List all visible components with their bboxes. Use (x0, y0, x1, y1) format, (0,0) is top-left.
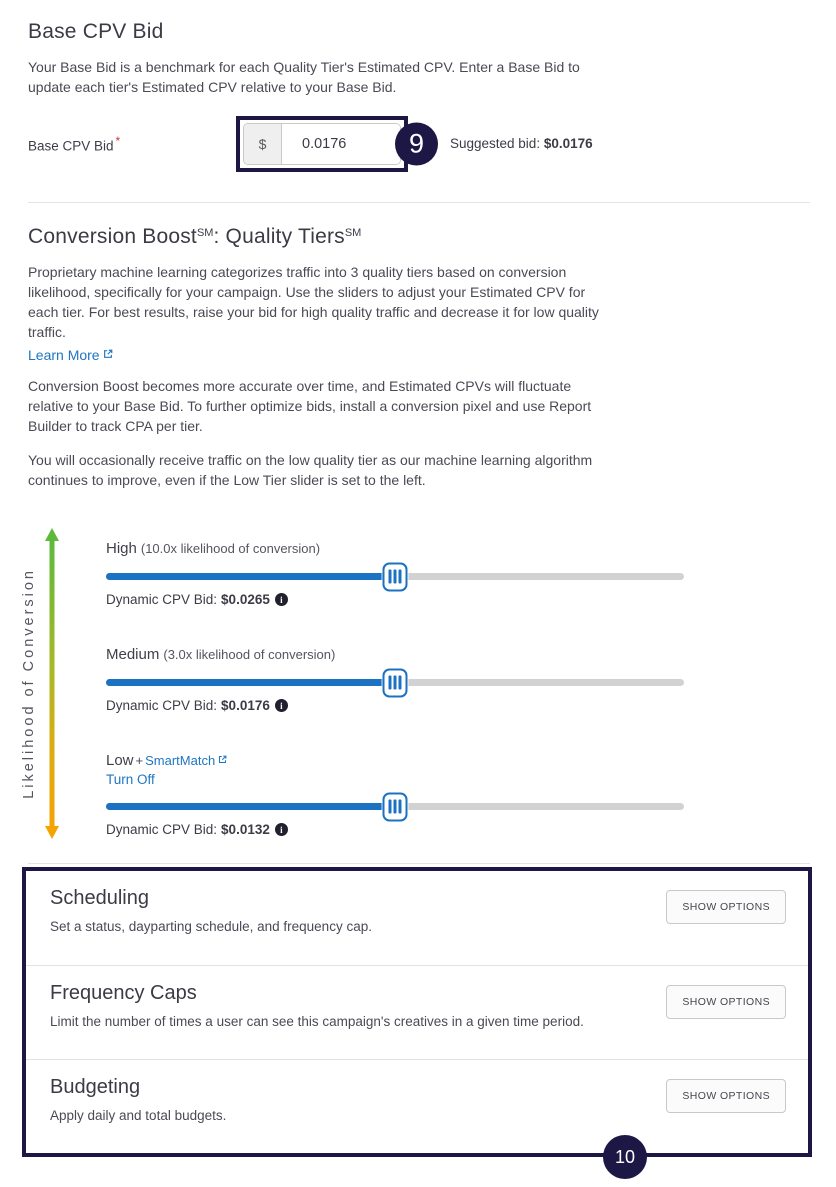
tier-low (106, 752, 684, 837)
tier-high-dynamic-bid: Dynamic CPV Bid: $0.0265 i (106, 592, 684, 607)
service-mark: SM (196, 226, 214, 239)
tier-high-slider-track[interactable] (106, 573, 684, 580)
tier-medium-slider-fill (106, 679, 395, 686)
arrow-down-tip (45, 826, 59, 839)
info-icon[interactable]: i (275, 593, 288, 606)
scheduling-panel (26, 871, 808, 965)
suggested-bid-value: $0.0176 (543, 136, 593, 152)
turn-off-line (106, 772, 684, 787)
suggested-bid-text: Suggested bid: $0.0176 (450, 136, 593, 152)
frequency-caps-show-options-button[interactable]: SHOW OPTIONS (666, 985, 786, 1019)
tier-medium-dynamic-bid: Dynamic CPV Bid: $0.0176 i (106, 698, 684, 713)
tier-high (106, 540, 684, 607)
conversion-boost-paragraph-1: Proprietary machine learning categorizes traffic into 3 quality tiers based on conversion likelihood, specifically for your campaign. Use the sliders to adjust your Estimated CPV for each tier. For best results, raise your bid for high quality traffic and decrease it for low quality traffic. (28, 263, 599, 341)
base-cpv-bid-description: Your Base Bid is a benchmark for each Quality Tier's Estimated CPV. Enter a Base Bid to update each tier's Estimated CPV relative to your Base Bid. (28, 59, 580, 96)
base-cpv-bid-title: Base CPV Bid (28, 20, 164, 43)
budgeting-description: Apply daily and total budgets. (50, 1108, 227, 1124)
frequency-caps-title: Frequency Caps (50, 982, 197, 1005)
learn-more-link[interactable]: Learn More (28, 347, 113, 363)
base-bid-annotation-box (236, 116, 425, 172)
tier-high-label: High (10.0x likelihood of conversion) (106, 540, 321, 558)
likelihood-axis-label: Likelihood of Conversion (21, 568, 37, 800)
base-bid-input-group (243, 123, 401, 165)
learn-more-line (28, 346, 810, 363)
budgeting-show-options-button[interactable]: SHOW OPTIONS (666, 1079, 786, 1113)
conversion-boost-paragraph-2: Conversion Boost becomes more accurate over time, and Estimated CPVs will fluctuate relative to your Base Bid. To further optimize bids, install a conversion pixel and use Report Builder to track CPA per tier. (28, 377, 592, 435)
quality-tier-sliders (21, 530, 810, 838)
tier-medium-label: Medium (3.0x likelihood of conversion) (106, 646, 336, 664)
base-cpv-bid-section (28, 20, 810, 172)
scheduling-description: Set a status, dayparting schedule, and frequency cap. (50, 919, 372, 935)
tier-low-dynamic-bid: Dynamic CPV Bid: $0.0132 i (106, 822, 684, 837)
arrow-shaft (49, 540, 54, 827)
conversion-boost-section (21, 224, 810, 838)
annotation-step-9-badge: 9 (395, 122, 438, 165)
budgeting-panel (26, 1059, 808, 1153)
tier-low-slider-handle[interactable] (383, 792, 408, 821)
tier-high-slider-handle[interactable] (383, 562, 408, 591)
conversion-boost-paragraph-3: You will occasionally receive traffic on the low quality tier as our machine learning algorithm continues to improve, even if the Low Tier slider is set to the left. (28, 451, 593, 488)
conversion-boost-title: Conversion Boost℠: Quality Tiers℠ (28, 224, 362, 248)
likelihood-axis (21, 530, 91, 837)
info-icon[interactable]: i (275, 823, 288, 836)
tier-medium (106, 646, 684, 713)
tier-low-label: Low + SmartMatch (106, 752, 684, 769)
likelihood-gradient-arrow-icon (44, 530, 59, 837)
service-mark: SM (344, 226, 362, 239)
external-link-icon (103, 346, 113, 362)
base-cpv-bid-field-label: Base CPV Bid * (28, 133, 121, 154)
scheduling-show-options-button[interactable]: SHOW OPTIONS (666, 890, 786, 924)
budgeting-title: Budgeting (50, 1076, 141, 1099)
currency-prefix: $ (244, 124, 282, 164)
tier-slider-list (106, 530, 684, 837)
tier-high-slider-fill (106, 573, 395, 580)
frequency-caps-panel (26, 965, 808, 1059)
info-icon[interactable]: i (275, 699, 288, 712)
base-cpv-bid-form-row (28, 116, 810, 172)
annotation-step-10-badge: 10 (603, 1135, 647, 1179)
tier-medium-slider-track[interactable] (106, 679, 684, 686)
tier-low-slider-track[interactable] (106, 803, 684, 810)
scheduling-title: Scheduling (50, 887, 149, 910)
frequency-caps-description: Limit the number of times a user can see this campaign's creatives in a given time period. (50, 1014, 584, 1030)
tier-medium-slider-handle[interactable] (383, 668, 408, 697)
required-asterisk: * (115, 133, 121, 148)
smartmatch-link[interactable]: SmartMatch (145, 753, 227, 768)
options-panels-annotation-box (22, 867, 812, 1167)
turn-off-link[interactable]: Turn Off (106, 772, 155, 788)
base-cpv-bid-input[interactable] (282, 124, 400, 164)
section-divider (28, 202, 810, 203)
external-link-icon (218, 752, 227, 767)
tier-low-slider-fill (106, 803, 395, 810)
section-divider (28, 863, 810, 864)
